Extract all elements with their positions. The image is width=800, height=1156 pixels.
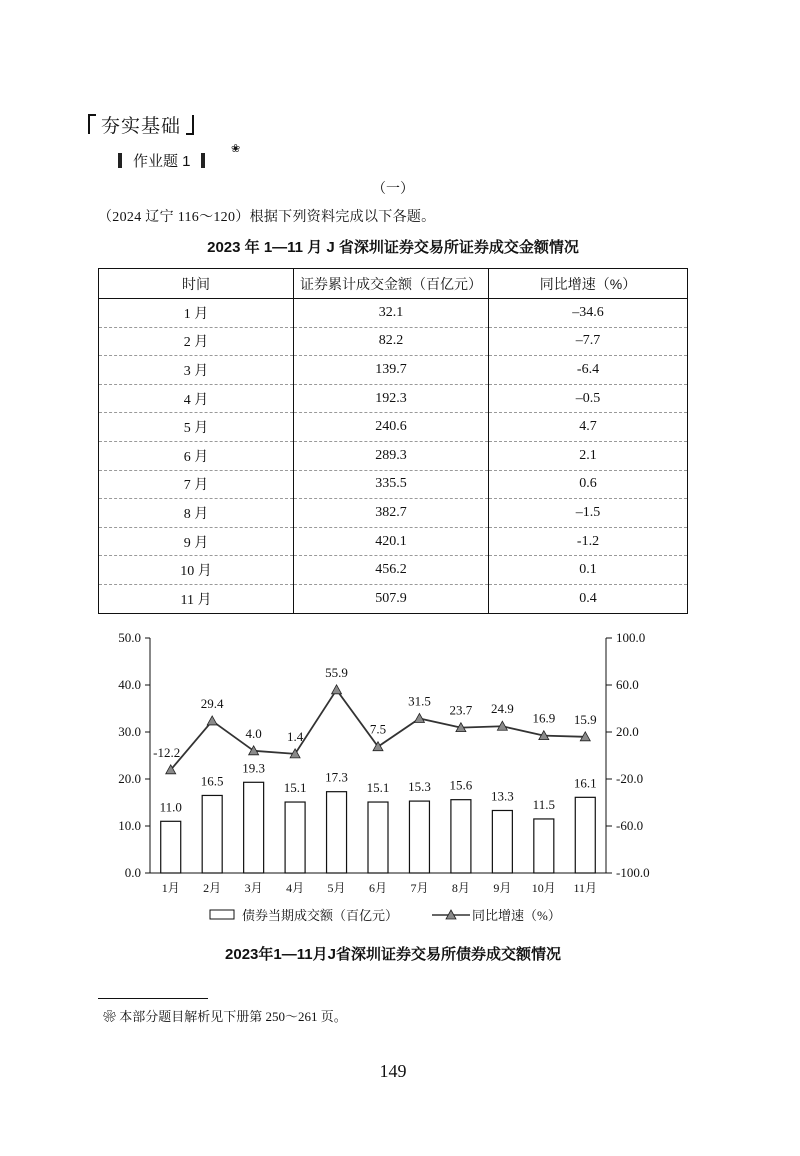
x-axis-category-label: 11月 — [573, 881, 598, 895]
table-header-cell: 证券累计成交金额（百亿元） — [294, 269, 489, 299]
line-value-label: 15.9 — [573, 711, 597, 727]
page-number: 149 — [379, 1061, 407, 1081]
month-cell: 7 月 — [99, 470, 294, 499]
bar-value-label: 11.5 — [532, 796, 555, 812]
right-axis-tick-label: 60.0 — [616, 677, 639, 692]
cumulative-amount-cell: 240.6 — [294, 413, 489, 442]
table-row — [99, 556, 688, 585]
table-header-cell: 同比增速（%） — [489, 269, 688, 299]
right-bracket-mark — [186, 115, 194, 135]
table-title: 2023 年 1—11 月 J 省深圳证券交易所证券成交金额情况 — [207, 239, 579, 256]
bar-value-label: 16.1 — [573, 775, 597, 791]
section-header — [88, 111, 194, 137]
month-cell: 4 月 — [99, 384, 294, 413]
left-axis-tick-label: 0.0 — [124, 865, 141, 880]
section-header-text: 夯实基础 — [101, 115, 182, 137]
line-point-triangle — [332, 685, 342, 694]
bar-value-label: 19.3 — [242, 760, 266, 776]
line-value-label: 23.7 — [449, 702, 473, 718]
growth-rate-cell: –1.5 — [489, 499, 688, 528]
line-point-triangle — [414, 713, 424, 722]
bar-value-label: 11.0 — [159, 799, 182, 815]
table-header-cell: 时间 — [99, 269, 294, 299]
footnote-divider — [98, 998, 208, 999]
line-point-triangle — [207, 716, 217, 725]
growth-rate-cell: –34.6 — [489, 299, 688, 328]
cumulative-amount-cell: 192.3 — [294, 384, 489, 413]
line-value-label: 1.4 — [286, 728, 304, 744]
left-axis-tick-label: 20.0 — [118, 771, 141, 786]
bond-chart — [0, 620, 800, 932]
growth-rate-cell: -1.2 — [489, 527, 688, 556]
x-axis-category-label: 6月 — [368, 881, 388, 895]
line-value-label: 16.9 — [532, 710, 556, 726]
exercise-label-text: 作业题 1 — [133, 152, 191, 170]
growth-rate-cell: 0.6 — [489, 470, 688, 499]
left-axis-tick-label: 50.0 — [118, 630, 141, 645]
bar — [409, 801, 429, 873]
cumulative-amount-cell: 82.2 — [294, 327, 489, 356]
bar-value-label: 16.5 — [200, 773, 224, 789]
growth-rate-cell: 0.4 — [489, 584, 688, 613]
line-value-label: 31.5 — [408, 693, 431, 709]
bar — [492, 810, 512, 873]
table-row — [99, 356, 688, 385]
x-axis-category-label: 10月 — [531, 881, 556, 895]
x-axis-category-label: 3月 — [244, 881, 263, 895]
table-header-row — [99, 269, 688, 299]
bar-value-label: 15.1 — [283, 780, 307, 796]
exercise-bar-left — [118, 153, 122, 168]
table-row — [99, 441, 688, 470]
exercise-label — [118, 150, 205, 170]
table-body — [99, 299, 688, 614]
bar — [202, 795, 222, 873]
footnote — [103, 1006, 347, 1025]
line-value-label: 24.9 — [490, 701, 514, 717]
left-bracket-mark — [88, 114, 96, 134]
bar — [285, 802, 305, 873]
bar-value-label: 15.3 — [408, 779, 431, 795]
month-cell: 11 月 — [99, 584, 294, 613]
line-value-label: 7.5 — [369, 721, 387, 737]
growth-rate-cell: 0.1 — [489, 556, 688, 585]
intro-text: （2024 辽宁 116～120）根据下列资料完成以下各题。 — [98, 210, 436, 225]
exercise-bar-right — [201, 153, 205, 168]
month-cell: 2 月 — [99, 327, 294, 356]
cumulative-amount-cell: 335.5 — [294, 470, 489, 499]
growth-rate-cell: –0.5 — [489, 384, 688, 413]
bar — [451, 800, 471, 873]
table-row — [99, 527, 688, 556]
table-row — [99, 413, 688, 442]
bar — [161, 821, 181, 873]
left-axis-tick-label: 30.0 — [118, 724, 141, 739]
month-cell: 10 月 — [99, 556, 294, 585]
x-axis-category-label: 8月 — [451, 881, 470, 895]
footnote-text: 本部分题目解析见下册第 250～261 页。 — [119, 1009, 347, 1024]
securities-table — [98, 268, 688, 614]
legend-bar-swatch — [210, 910, 234, 919]
table-row — [99, 584, 688, 613]
bar — [327, 792, 347, 873]
right-axis-tick-label: -20.0 — [616, 771, 644, 786]
bar — [244, 782, 264, 873]
cumulative-amount-cell: 289.3 — [294, 441, 489, 470]
left-axis-tick-label: 10.0 — [118, 818, 141, 833]
flower-icon: ❀ — [231, 143, 241, 155]
part-label: （一） — [372, 182, 414, 197]
x-axis-category-label: 5月 — [327, 881, 346, 895]
month-cell: 1 月 — [99, 299, 294, 328]
table-row — [99, 499, 688, 528]
bar — [534, 819, 554, 873]
table-row — [99, 384, 688, 413]
growth-rate-cell: -6.4 — [489, 356, 688, 385]
cumulative-amount-cell: 507.9 — [294, 584, 489, 613]
line-value-label: 55.9 — [325, 664, 348, 680]
left-axis-tick-label: 40.0 — [118, 677, 141, 692]
table-row — [99, 470, 688, 499]
x-axis-category-label: 2月 — [203, 881, 222, 895]
table-row — [99, 327, 688, 356]
chart-title: 2023年1—11月J省深圳证券交易所债券成交额情况 — [225, 946, 561, 963]
x-axis-category-label: 4月 — [286, 881, 305, 895]
table-row — [99, 299, 688, 328]
line-value-label: 29.4 — [200, 695, 224, 711]
right-axis-tick-label: -100.0 — [616, 865, 650, 880]
growth-rate-cell: 2.1 — [489, 441, 688, 470]
month-cell: 9 月 — [99, 527, 294, 556]
month-cell: 3 月 — [99, 356, 294, 385]
cumulative-amount-cell: 32.1 — [294, 299, 489, 328]
chart-canvas — [0, 620, 800, 932]
right-axis-tick-label: 100.0 — [616, 630, 646, 645]
legend-line-label: 同比增速（%） — [472, 908, 561, 923]
right-axis-tick-label: 20.0 — [616, 724, 639, 739]
right-axis-tick-label: -60.0 — [616, 818, 644, 833]
bar-value-label: 13.3 — [490, 788, 514, 804]
bar — [368, 802, 388, 873]
bar-value-label: 15.1 — [366, 780, 390, 796]
month-cell: 6 月 — [99, 441, 294, 470]
month-cell: 8 月 — [99, 499, 294, 528]
x-axis-category-label: 1月 — [161, 881, 180, 895]
bar-value-label: 15.6 — [449, 777, 473, 793]
growth-rate-cell: –7.7 — [489, 327, 688, 356]
x-axis-category-label: 7月 — [410, 881, 429, 895]
month-cell: 5 月 — [99, 413, 294, 442]
x-axis-category-label: 9月 — [493, 881, 512, 895]
cumulative-amount-cell: 420.1 — [294, 527, 489, 556]
cumulative-amount-cell: 382.7 — [294, 499, 489, 528]
cumulative-amount-cell: 139.7 — [294, 356, 489, 385]
chart-legend — [210, 908, 561, 923]
bar — [575, 797, 595, 873]
line-value-label: -12.2 — [153, 744, 181, 760]
line-value-label: 4.0 — [245, 725, 262, 741]
legend-bar-label: 债券当期成交额（百亿元） — [242, 908, 399, 923]
growth-rate-cell: 4.7 — [489, 413, 688, 442]
cumulative-amount-cell: 456.2 — [294, 556, 489, 585]
flower-icon: ❀ — [103, 1009, 117, 1024]
bar-value-label: 17.3 — [325, 769, 348, 785]
